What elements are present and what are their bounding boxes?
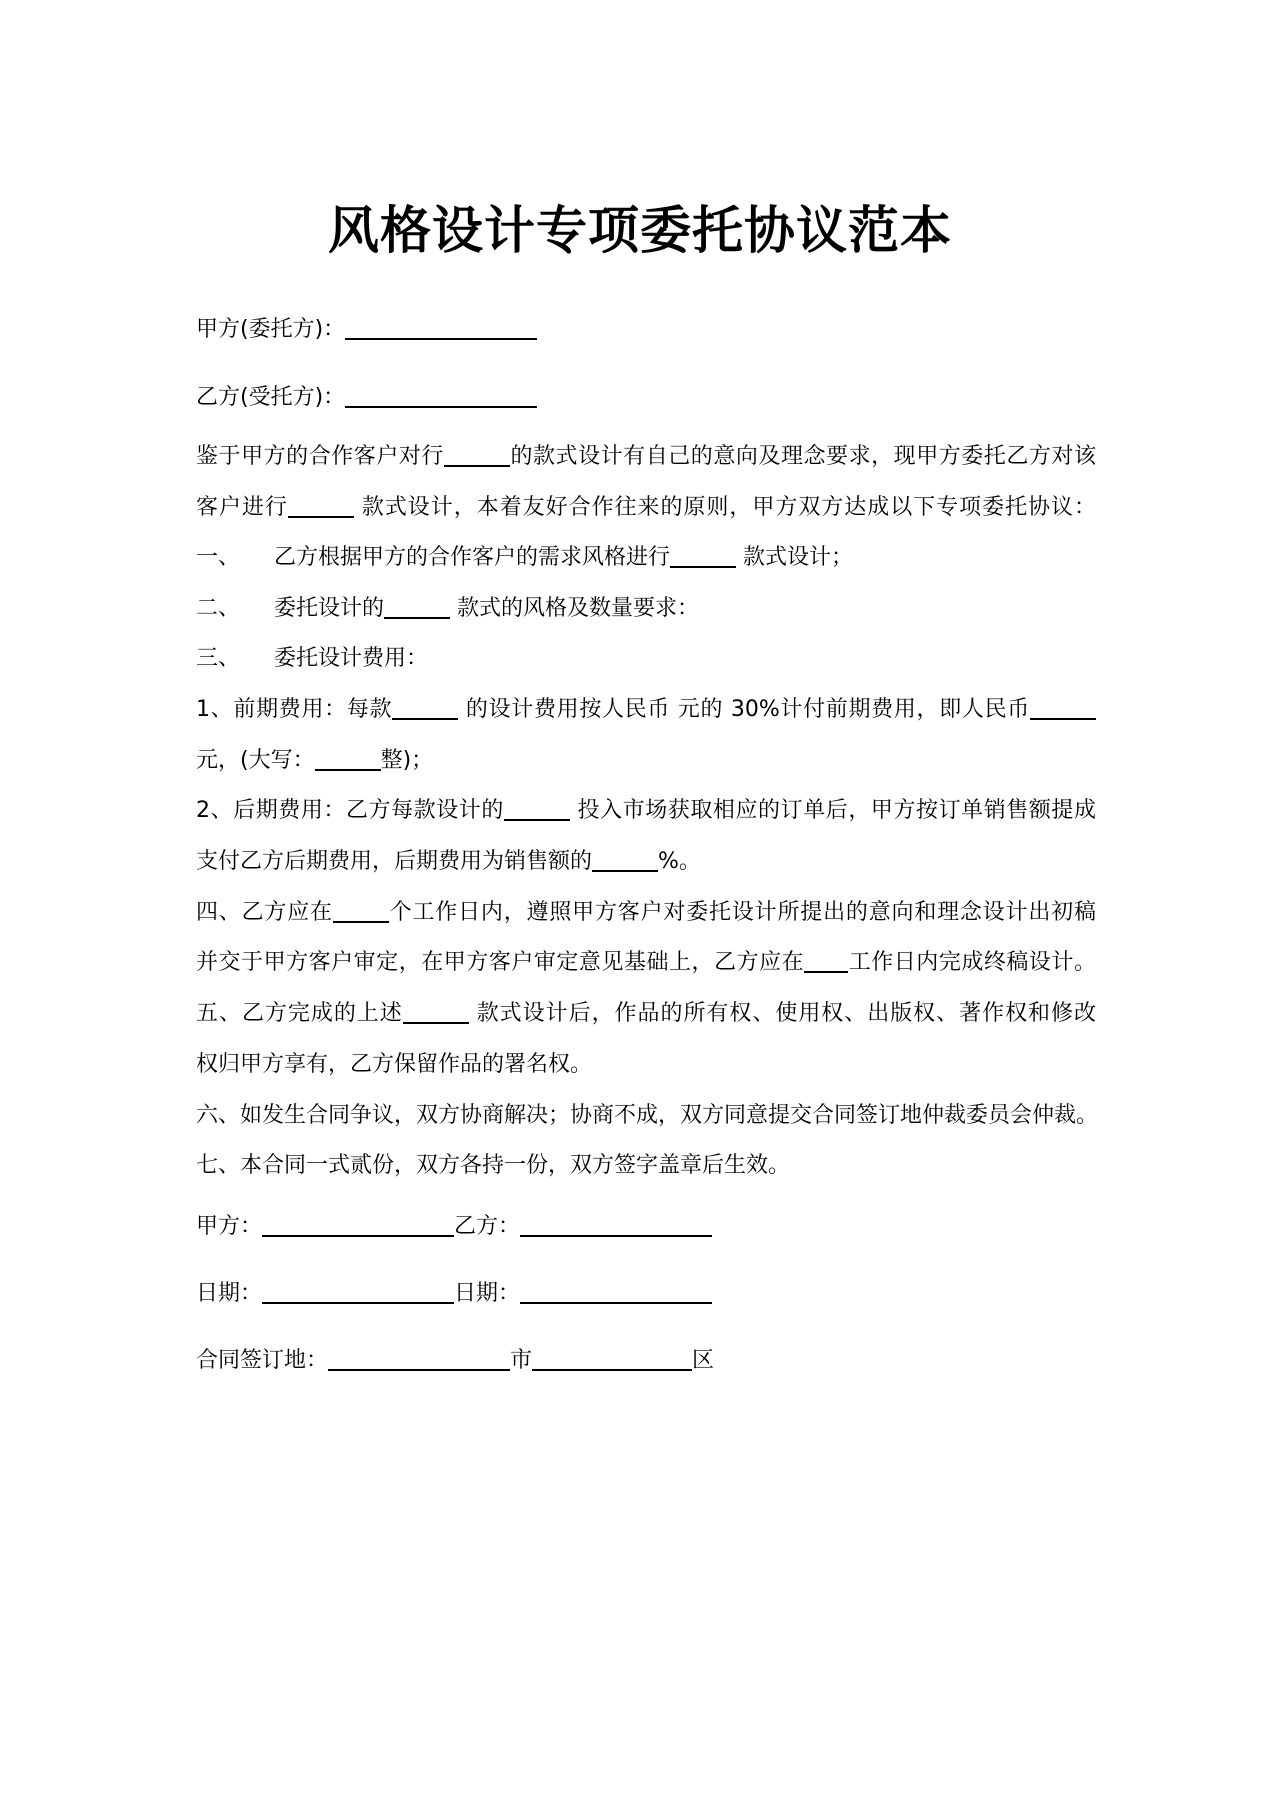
party-b-blank[interactable] <box>345 384 537 408</box>
clause-text: 六、如发生合同争议，双方协商解决；协商不成，双方同意提交合同签订地仲裁委员会仲裁。 <box>196 1103 1099 1128</box>
party-a-sign-label: 甲方： <box>196 1214 263 1239</box>
city-blank[interactable] <box>328 1347 510 1371</box>
party-a-line <box>196 314 1096 346</box>
fee-text: 元，(大写： <box>196 748 315 773</box>
clause-4-line-2 <box>196 947 1096 979</box>
clause-text: 权归甲方享有，乙方保留作品的署名权。 <box>196 1052 593 1077</box>
clause-4-line-1 <box>196 897 1096 929</box>
intro-text: 客户进行 <box>196 495 288 520</box>
clause-5-blank[interactable] <box>403 1000 469 1024</box>
clause-number: 一、 <box>196 545 241 570</box>
fee-1-blank-1[interactable] <box>392 696 458 720</box>
fee-2-blank-1[interactable] <box>504 797 570 821</box>
intro-line-1 <box>196 441 1096 473</box>
party-b-date-blank[interactable] <box>520 1280 712 1304</box>
clause-4-blank-1[interactable] <box>333 899 389 923</box>
clause-1 <box>196 542 1096 574</box>
fee-2-line-2 <box>196 846 1096 878</box>
intro-line-2 <box>196 492 1096 524</box>
intro-blank-2[interactable] <box>288 494 354 518</box>
fee-1-line-1 <box>196 694 1096 726</box>
fee-1-blank-2[interactable] <box>1030 696 1096 720</box>
district-label: 区 <box>692 1348 715 1373</box>
clause-text: 工作日内完成终稿设计。 <box>848 950 1096 975</box>
party-a-label: 甲方(委托方)： <box>196 317 346 342</box>
party-a-date-label: 日期： <box>196 1281 263 1306</box>
clause-number: 二、 <box>196 596 241 621</box>
clause-text: 个工作日内，遵照甲方客户对委托设计所提出的意向和理念设计出初稿 <box>388 900 1096 925</box>
clause-text: 委托设计费用： <box>274 646 429 671</box>
fee-text: %。 <box>658 849 701 874</box>
party-b-label: 乙方(受托方)： <box>196 385 346 410</box>
intro-blank-1[interactable] <box>444 443 510 467</box>
fee-2-line-1 <box>196 795 1096 827</box>
signature-line <box>196 1211 1096 1243</box>
intro-text: 款式设计，本着友好合作往来的原则，甲方双方达成以下专项委托协议： <box>353 495 1096 520</box>
date-line <box>196 1278 1096 1310</box>
fee-2-blank-2[interactable] <box>592 848 658 872</box>
document-title: 风格设计专项委托协议范本 <box>327 201 952 261</box>
city-label: 市 <box>510 1348 533 1373</box>
clause-text: 款式设计； <box>736 545 854 570</box>
clause-4-blank-2[interactable] <box>804 949 848 973</box>
party-b-line <box>196 382 1096 414</box>
fee-text: 2、后期费用：乙方每款设计的 <box>196 798 504 823</box>
signing-place-label: 合同签订地： <box>196 1348 329 1373</box>
clause-text: 委托设计的 <box>274 596 385 621</box>
fee-text: 支付乙方后期费用，后期费用为销售额的 <box>196 849 593 874</box>
clause-5-line-1 <box>196 998 1096 1030</box>
fee-text: 整)； <box>380 748 434 773</box>
intro-text: 鉴于甲方的合作客户对行 <box>196 444 444 469</box>
clause-2-blank[interactable] <box>384 595 450 619</box>
district-blank[interactable] <box>532 1347 692 1371</box>
fee-1-line-2 <box>196 745 1096 777</box>
fee-text: 投入市场获取相应的订单后，甲方按订单销售额提成 <box>569 798 1097 823</box>
clause-text: 乙方根据甲方的合作客户的需求风格进行 <box>274 545 671 570</box>
fee-1-blank-3[interactable] <box>315 747 381 771</box>
clause-3 <box>196 643 1096 675</box>
clause-2 <box>196 593 1096 625</box>
clause-text: 并交于甲方客户审定，在甲方客户审定意见基础上，乙方应在 <box>196 950 805 975</box>
party-a-blank[interactable] <box>345 316 537 340</box>
clause-text: 七、本合同一式贰份，双方各持一份，双方签字盖章后生效。 <box>196 1153 791 1178</box>
clause-text: 四、乙方应在 <box>196 900 333 925</box>
clause-5-line-2 <box>196 1049 1096 1081</box>
clause-number: 三、 <box>196 646 241 671</box>
clause-text: 款式设计后，作品的所有权、使用权、出版权、著作权和修改 <box>468 1001 1096 1026</box>
clause-1-blank[interactable] <box>670 544 736 568</box>
clause-6 <box>196 1100 1099 1132</box>
clause-text: 款式的风格及数量要求： <box>450 596 700 621</box>
intro-text: 的款式设计有自己的意向及理念要求，现甲方委托乙方对该 <box>509 444 1096 469</box>
clause-text: 五、乙方完成的上述 <box>196 1001 403 1026</box>
party-b-sign-blank[interactable] <box>520 1213 712 1237</box>
party-b-date-label: 日期： <box>454 1281 521 1306</box>
signing-place-line <box>196 1345 1096 1377</box>
party-b-sign-label: 乙方： <box>454 1214 521 1239</box>
party-a-sign-blank[interactable] <box>262 1213 454 1237</box>
fee-text: 的设计费用按人民币 元的 30%计付前期费用，即人民币 <box>458 697 1030 722</box>
party-a-date-blank[interactable] <box>262 1280 454 1304</box>
clause-7 <box>196 1150 1096 1182</box>
fee-text: 1、前期费用：每款 <box>196 697 393 722</box>
